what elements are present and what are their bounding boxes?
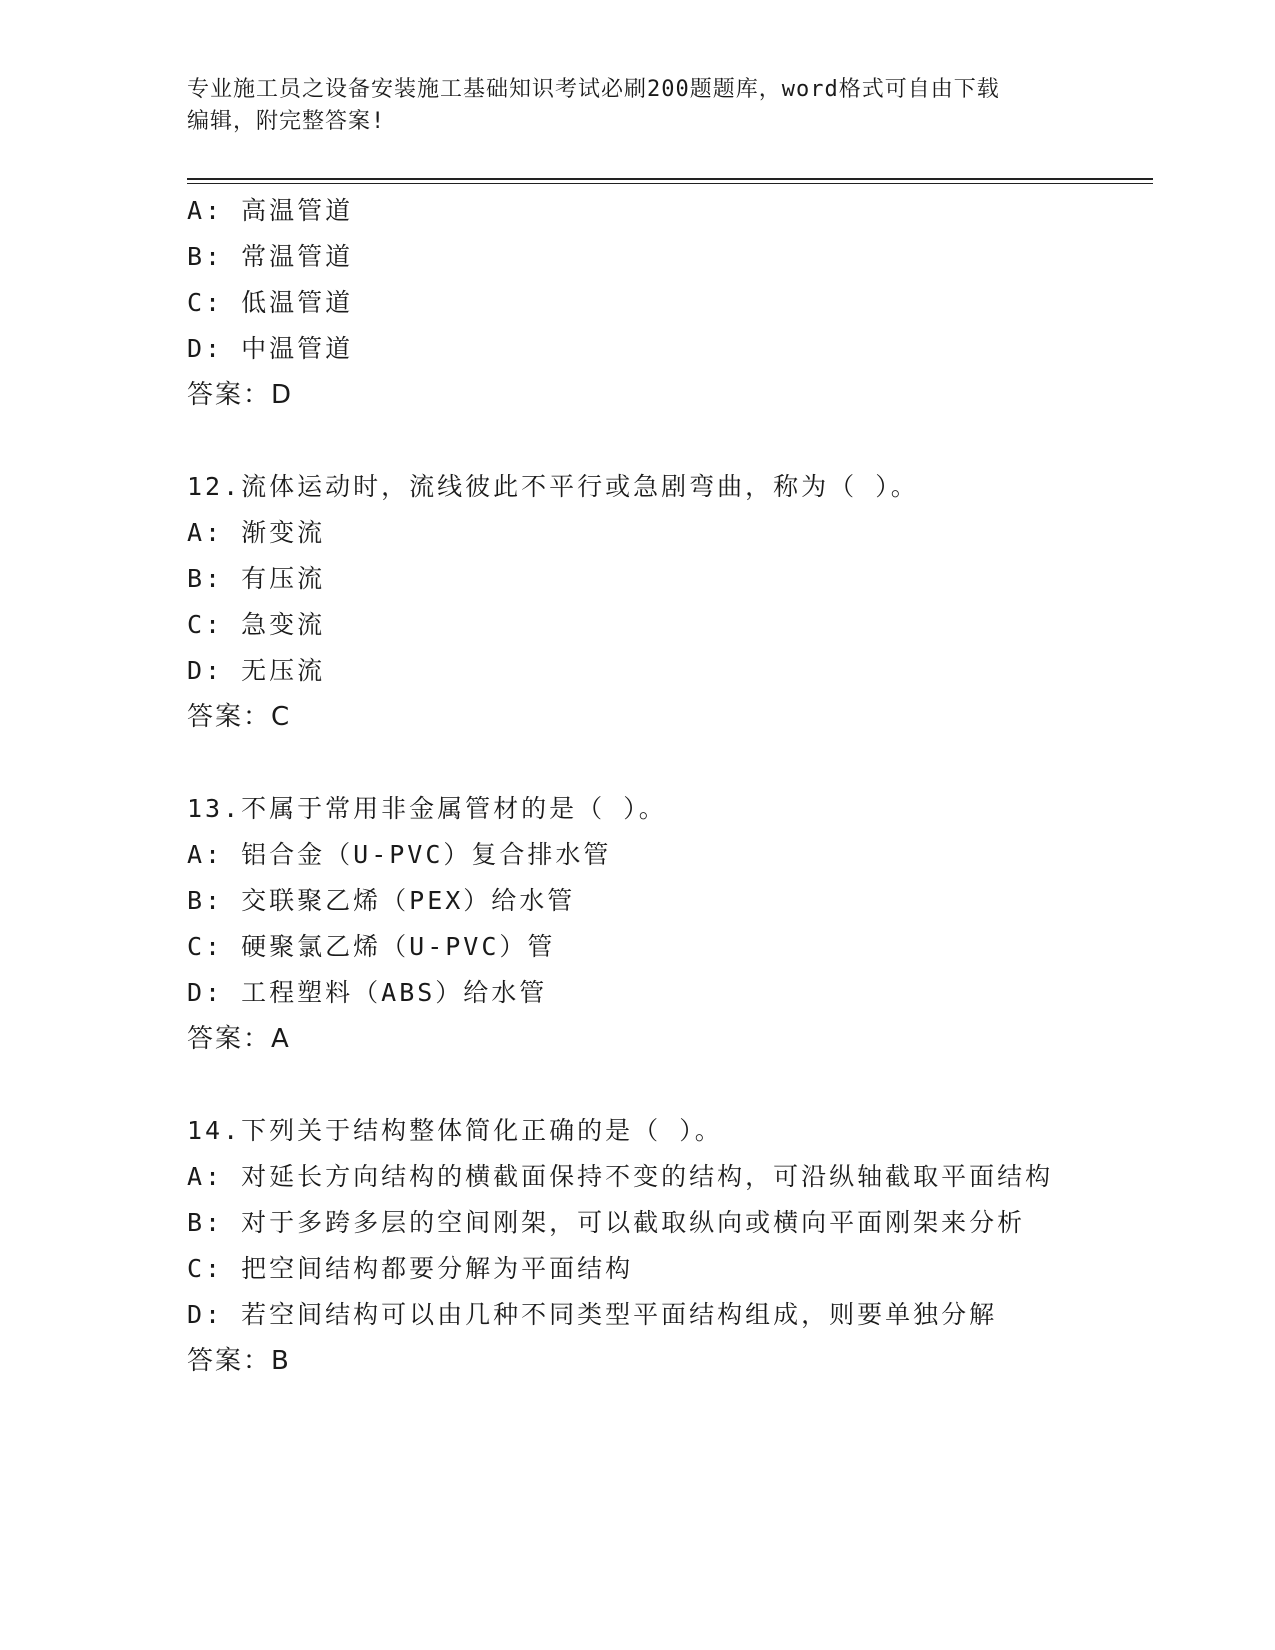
- option-d: D: 工程塑料（ABS）给水管: [187, 978, 548, 1007]
- option-d: D: 无压流: [187, 656, 326, 685]
- option-c: C: 把空间结构都要分解为平面结构: [187, 1254, 634, 1283]
- answer-line: 答案：A: [187, 1024, 291, 1054]
- option-b: B: 交联聚乙烯（PEX）给水管: [187, 886, 576, 915]
- question-text: 13.不属于常用非金属管材的是（ ）。: [187, 794, 667, 823]
- question-text: 12.流体运动时，流线彼此不平行或急剧弯曲，称为（ ）。: [187, 472, 919, 501]
- question-block: [187, 1108, 1147, 1384]
- option-c: C: 急变流: [187, 610, 326, 639]
- option-b: B: 对于多跨多层的空间刚架，可以截取纵向或横向平面刚架来分析: [187, 1208, 1026, 1237]
- header-rule-thick: [187, 178, 1153, 180]
- option-b: B: 常温管道: [187, 242, 354, 271]
- option-d: D: 中温管道: [187, 334, 354, 363]
- option-b: B: 有压流: [187, 564, 326, 593]
- block-spacer: [187, 1062, 1147, 1108]
- option-c: C: 硬聚氯乙烯（U-PVC）管: [187, 932, 556, 961]
- question-block: [187, 464, 1147, 740]
- block-spacer: [187, 740, 1147, 786]
- option-a: A: 渐变流: [187, 518, 326, 547]
- header-title-line-2: 编辑，附完整答案!: [187, 109, 386, 134]
- answer-line: 答案：C: [187, 702, 292, 732]
- question-list: [187, 188, 1147, 1384]
- question-block: [187, 786, 1147, 1062]
- block-spacer: [187, 418, 1147, 464]
- document-header: [187, 74, 1067, 138]
- header-title-line-1: 专业施工员之设备安装施工基础知识考试必刷200题题库，word格式可自由下载: [187, 77, 1000, 102]
- header-rule-thin: [187, 183, 1153, 184]
- answer-line: 答案：D: [187, 380, 294, 410]
- option-c: C: 低温管道: [187, 288, 354, 317]
- answer-line: 答案：B: [187, 1346, 291, 1376]
- option-d: D: 若空间结构可以由几种不同类型平面结构组成，则要单独分解: [187, 1300, 998, 1329]
- option-a: A: 铝合金（U-PVC）复合排水管: [187, 840, 612, 869]
- question-text: 14.下列关于结构整体简化正确的是（ ）。: [187, 1116, 723, 1145]
- question-block: [187, 188, 1147, 418]
- option-a: A: 对延长方向结构的横截面保持不变的结构，可沿纵轴截取平面结构: [187, 1162, 1054, 1191]
- option-a: A: 高温管道: [187, 196, 354, 225]
